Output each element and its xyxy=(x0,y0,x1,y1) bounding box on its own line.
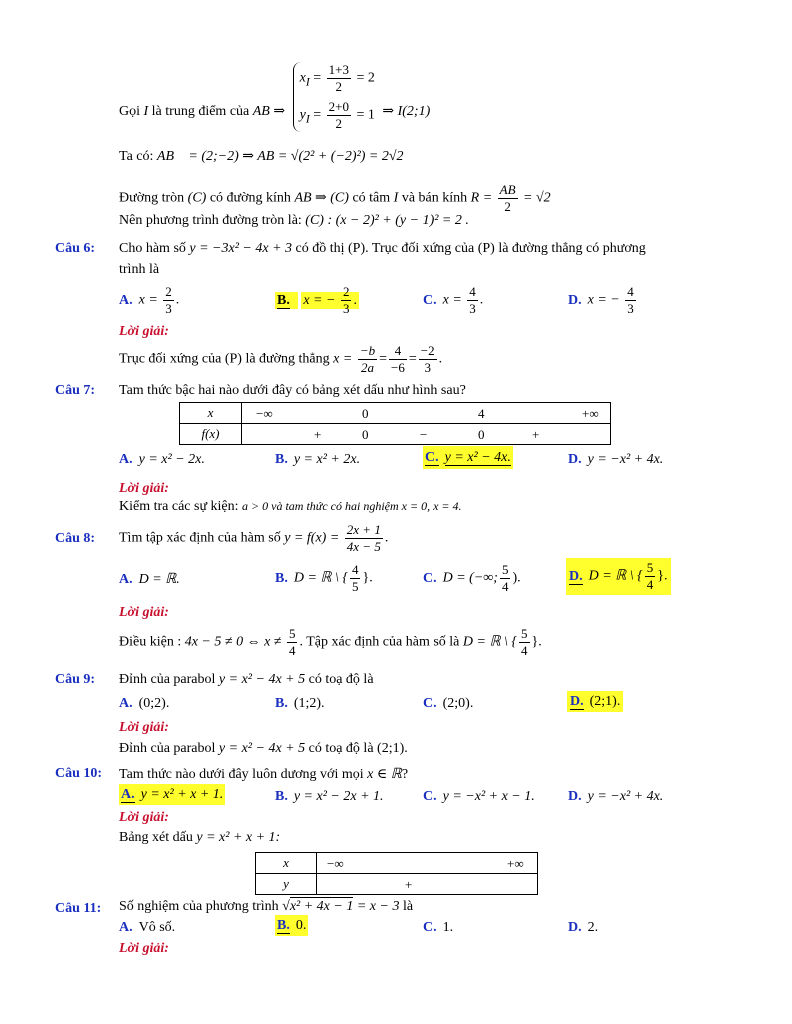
arrow: ⇒ xyxy=(273,103,286,119)
table-row-label: x xyxy=(256,853,317,874)
text-span: 5 xyxy=(646,560,654,575)
text-span: 0 xyxy=(478,427,485,442)
text-span: Trục đối xứng của (P) là đường thẳng xyxy=(119,351,330,367)
text-span: I xyxy=(305,112,310,126)
text-span: −b xyxy=(359,343,376,358)
text-span: = xyxy=(379,351,388,367)
text-span: D. xyxy=(568,920,582,935)
text-span: y xyxy=(299,107,306,123)
text-span: 0. xyxy=(295,918,307,933)
table-row xyxy=(317,853,538,874)
text-span: . xyxy=(384,530,389,546)
fraction xyxy=(327,62,351,95)
text-span: và bán kính xyxy=(401,190,468,206)
table-row-label: y xyxy=(256,874,317,895)
text-span: (C) xyxy=(187,190,207,206)
system-of-equations: $x_I$ = $\frac{1+3}{2}$ = 2 $y_I$ = $\frac{2+0}{2}$ = 1 xyxy=(293,62,375,132)
text-span: D = ℝ \ { xyxy=(462,634,518,650)
text-span: (1;2). xyxy=(293,696,325,711)
option-a[interactable] xyxy=(119,452,205,468)
text-span: Điều kiện : xyxy=(119,634,182,650)
text-span: x = xyxy=(333,351,353,367)
text-span: }. xyxy=(362,570,373,586)
question-text: Tam thức bậc hai nào dưới đây có bảng xét dấu như hình sau? xyxy=(119,383,466,398)
text-span: 4 xyxy=(646,577,654,592)
text-span: B. xyxy=(275,452,288,467)
text-span: y = −x² + x − 1. xyxy=(442,789,535,804)
text-span: 5 xyxy=(351,579,359,594)
text-span: y = x² − 4x + 5 xyxy=(218,741,306,756)
option-b[interactable] xyxy=(275,562,373,595)
circle-line xyxy=(119,182,551,215)
option-a[interactable] xyxy=(119,920,175,936)
vector-line xyxy=(119,148,404,165)
text-span: D = ℝ \ { xyxy=(588,568,643,584)
text-span: D. xyxy=(568,789,582,804)
text-span: + xyxy=(532,427,540,442)
question-text: trình là xyxy=(119,262,160,277)
solution-text xyxy=(119,741,408,757)
option-b[interactable] xyxy=(275,789,384,805)
text-span: y = −x² + 4x. xyxy=(587,789,664,804)
text-span: y = x² − 4x. xyxy=(444,450,511,465)
text-span: Kiểm tra các sự kiện: xyxy=(119,499,239,514)
question-text xyxy=(119,241,646,257)
solution-text: Trục đối xứng của (P) là đường thẳng x = $\frac{-b}{2a}$ = $\frac{4}{-6}$ = $\frac{-2}{3}$ . xyxy=(119,343,443,375)
option-c[interactable] xyxy=(423,789,535,805)
text-span: + xyxy=(405,877,413,892)
text-span: B. xyxy=(277,292,290,308)
solution-label: Lời giải: xyxy=(119,720,169,735)
text-span: 5 xyxy=(501,562,509,577)
text-span: C. xyxy=(423,570,437,586)
text-span: 4x − 5 xyxy=(346,539,381,554)
text-span: . xyxy=(175,292,180,308)
text-span: Tam thức nào dưới đây luôn dương với mọi xyxy=(119,767,364,782)
text-span: 1+3 xyxy=(328,62,349,77)
text-span: 2 xyxy=(504,199,511,214)
solution-text xyxy=(119,626,542,659)
solution-text xyxy=(119,830,280,846)
text-span: I xyxy=(305,75,310,89)
text-span: Ta có: xyxy=(119,149,154,164)
text-span: có đồ thị (P). Trục đối xứng của (P) là đường thẳng có phương xyxy=(295,241,646,256)
text-span: Bảng xét dấu xyxy=(119,830,193,845)
solution-label: Lời giải: xyxy=(119,810,169,825)
table-row xyxy=(317,874,538,895)
question-number: Câu 7: xyxy=(55,383,96,398)
text-span: +∞ xyxy=(507,856,524,871)
text-span: B. xyxy=(275,570,288,586)
text-span: x = − xyxy=(587,292,620,308)
table-row-label: f(x) xyxy=(180,424,242,445)
question-text xyxy=(119,522,388,555)
math-var: AB xyxy=(252,103,270,119)
text-span: (2;1). xyxy=(589,694,621,709)
solution-label: Lời giải: xyxy=(119,941,169,956)
text-span: 4 xyxy=(501,579,509,594)
option-b[interactable] xyxy=(275,696,325,712)
text-span: . xyxy=(438,351,443,367)
text-span: 2 xyxy=(335,116,343,131)
text-span: Vô số. xyxy=(138,920,176,935)
text-span: 4 xyxy=(389,343,407,360)
text-span: −2 xyxy=(420,343,435,358)
option-a-correct[interactable] xyxy=(119,787,225,803)
text-span: C. xyxy=(423,696,437,711)
text-span: x² + 4x − 1 xyxy=(289,899,354,914)
circle-equation-line xyxy=(119,213,469,229)
text-span: x = xyxy=(442,292,462,308)
text-span: D = ℝ \ { xyxy=(293,570,348,586)
text-span: +∞ xyxy=(582,406,599,421)
text-span: a > 0 và tam thức có hai nghiệm x = 0, x = 4. xyxy=(242,499,462,513)
solution-label: Lời giải: xyxy=(119,605,169,620)
math-var: I xyxy=(143,103,149,119)
text-span: R = xyxy=(470,190,493,206)
text-span: = 1 xyxy=(356,107,375,123)
text-span: = 2 xyxy=(356,70,375,86)
text-span: C. xyxy=(423,920,437,935)
text-span: 0 xyxy=(362,406,369,421)
text: là trung điểm của xyxy=(151,103,250,119)
text-span: 2 xyxy=(342,284,350,299)
question-number: Câu 8: xyxy=(55,531,96,546)
text-span: Đỉnh của parabol xyxy=(119,672,216,687)
solution-text xyxy=(119,499,462,515)
text-span: A. xyxy=(119,696,133,711)
text-span: y = x² + 2x. xyxy=(293,452,361,467)
question-number: Câu 10: xyxy=(55,766,103,781)
text-span: 4 xyxy=(288,643,296,658)
text-span: Cho hàm số xyxy=(119,241,186,256)
text-span: 2 xyxy=(335,79,343,94)
text-span: A. xyxy=(119,572,133,587)
math: ⇒ I(2;1) xyxy=(382,103,431,119)
text-span: B. xyxy=(275,696,288,711)
text-span: (0;2). xyxy=(138,696,170,711)
text-span: 3 xyxy=(342,301,350,316)
text: Gọi xyxy=(119,103,140,119)
text-span: A. xyxy=(121,787,135,802)
text-span: . xyxy=(353,292,357,308)
text-span: = √2 xyxy=(523,190,551,206)
option-a[interactable] xyxy=(119,571,180,588)
text-span: }. xyxy=(657,568,668,584)
text-span: B. xyxy=(277,918,290,933)
option-c[interactable] xyxy=(423,920,453,936)
text-span: có đường kính xyxy=(209,190,291,206)
text-span: A. xyxy=(119,292,133,308)
table-row xyxy=(242,403,611,424)
text-span: A. xyxy=(119,920,133,935)
text-span: 0 xyxy=(362,427,369,442)
question-text: Số nghiệm của phương trình √x² + 4x − 1 = x − 3 là xyxy=(119,899,414,914)
text-span: ? xyxy=(401,767,409,782)
text-span: y = −3x² − 4x + 3 xyxy=(189,241,293,256)
text-span: . xyxy=(479,292,484,308)
text-span: Nên phương trình đường tròn là: xyxy=(119,213,302,228)
question-number: Câu 6: xyxy=(55,241,96,256)
text-span: có toạ độ là xyxy=(308,741,374,756)
text-span: y = x² − 2x. xyxy=(138,452,205,467)
text-span: }. xyxy=(531,634,542,650)
text-span: A. xyxy=(119,452,133,467)
text-span: AB ⇒ (C) xyxy=(294,190,349,206)
text-span: ). xyxy=(512,570,521,586)
text-span: y = x² + x + 1: xyxy=(196,830,281,845)
text-span: C. xyxy=(423,789,437,804)
midpoint-line xyxy=(119,62,430,132)
text-span: I xyxy=(393,190,399,206)
text-span: D = (−∞; xyxy=(442,570,498,586)
text-span: AB xyxy=(499,182,516,197)
text-span: D. xyxy=(570,694,584,709)
text-span: Số nghiệm của phương trình xyxy=(119,899,279,914)
text-span: 4 xyxy=(521,643,528,658)
text-span: x xyxy=(299,70,306,86)
text-span: D. xyxy=(568,292,582,308)
option-c[interactable] xyxy=(423,696,473,712)
math: (C) : (x − 2)² + (y − 1)² = 2 . xyxy=(305,213,469,228)
text-span: 4 xyxy=(627,284,634,299)
text-span: 3 xyxy=(627,301,634,316)
text-span: D. xyxy=(569,568,583,584)
text-span: y = x² + x + 1. xyxy=(140,787,224,802)
text-span: −∞ xyxy=(256,406,273,421)
math: AB⃗ = (2;−2) ⇒ AB = √(2² + (−2)²) = 2√2 xyxy=(156,149,404,164)
option-d[interactable] xyxy=(568,284,638,317)
question-number: Câu 9: xyxy=(55,672,96,687)
option-a[interactable] xyxy=(119,284,179,317)
solution-label: Lời giải: xyxy=(119,481,169,496)
text-span: 2x + 1 xyxy=(346,522,381,537)
option-a[interactable] xyxy=(119,696,169,712)
text-span: y = −x² + 4x. xyxy=(587,452,664,467)
text-span: + xyxy=(314,427,322,442)
option-c-correct[interactable] xyxy=(423,450,513,466)
text-span: 2 xyxy=(165,284,172,299)
option-d[interactable] xyxy=(568,920,598,936)
fraction xyxy=(327,99,351,132)
option-d[interactable] xyxy=(568,452,663,468)
sign-table xyxy=(255,852,538,895)
text-span: Đỉnh của parabol xyxy=(119,741,216,756)
solution-label: Lời giải: xyxy=(119,324,169,339)
option-d[interactable] xyxy=(568,789,663,805)
table-row xyxy=(242,424,611,445)
text-span: − xyxy=(420,427,428,442)
text-span: C. xyxy=(423,292,437,308)
text-span: 2+0 xyxy=(328,99,349,114)
text-span: 3 xyxy=(424,360,431,375)
text-span: −6 xyxy=(391,360,405,375)
text-span: Tìm tập xác định của hàm số xyxy=(119,530,281,546)
fraction xyxy=(498,182,518,215)
text-span: 1. xyxy=(442,920,454,935)
option-b-correct[interactable] xyxy=(275,918,308,934)
text-span: 2. xyxy=(587,920,599,935)
text-span: D. xyxy=(568,452,582,467)
option-c[interactable] xyxy=(423,284,483,317)
text-span: 4 xyxy=(478,406,485,421)
text-span: 4 xyxy=(469,284,476,299)
text-span: . Tập xác định của hàm số là xyxy=(299,634,460,650)
text-span: (2;1). xyxy=(377,741,408,756)
text-span: y = f(x) = xyxy=(284,530,340,546)
text-span: 2a xyxy=(360,360,374,375)
text-span: x ∈ ℝ xyxy=(367,767,402,782)
option-d-correct[interactable] xyxy=(566,558,671,595)
text-span: 4 xyxy=(351,562,359,577)
option-b[interactable] xyxy=(275,452,360,468)
text-span: Đường tròn xyxy=(119,190,185,206)
text-span: (2;0). xyxy=(442,696,474,711)
question-number: Câu 11: xyxy=(55,901,102,916)
text-span: x = xyxy=(138,292,158,308)
text-span: 4x − 5 ≠ 0 ⇔ x ≠ xyxy=(184,634,282,650)
text-span: 5 xyxy=(521,626,528,641)
text-span: = x − 3 xyxy=(356,899,400,914)
text-span: 3 xyxy=(165,301,172,316)
text-span: −∞ xyxy=(327,856,344,871)
question-text xyxy=(119,766,408,783)
text-span: 3 xyxy=(469,301,476,316)
text-span: 5 xyxy=(288,626,296,641)
text-span: có toạ độ là xyxy=(308,672,374,687)
text-span: D = ℝ. xyxy=(138,572,180,587)
table-row-label: x xyxy=(180,403,242,424)
text-span: x = − xyxy=(303,292,336,308)
text-span: y = x² − 2x + 1. xyxy=(293,789,384,804)
option-c[interactable] xyxy=(423,562,521,595)
sign-table xyxy=(179,402,611,445)
option-b-correct[interactable] xyxy=(275,284,359,317)
text-span: C. xyxy=(425,450,439,465)
text-span: y = x² − 4x + 5 xyxy=(218,672,306,687)
option-d-correct[interactable] xyxy=(567,694,623,710)
text-span: là xyxy=(402,899,414,914)
text-span: có tâm xyxy=(352,190,391,206)
text-span: B. xyxy=(275,789,288,804)
question-text xyxy=(119,672,374,688)
